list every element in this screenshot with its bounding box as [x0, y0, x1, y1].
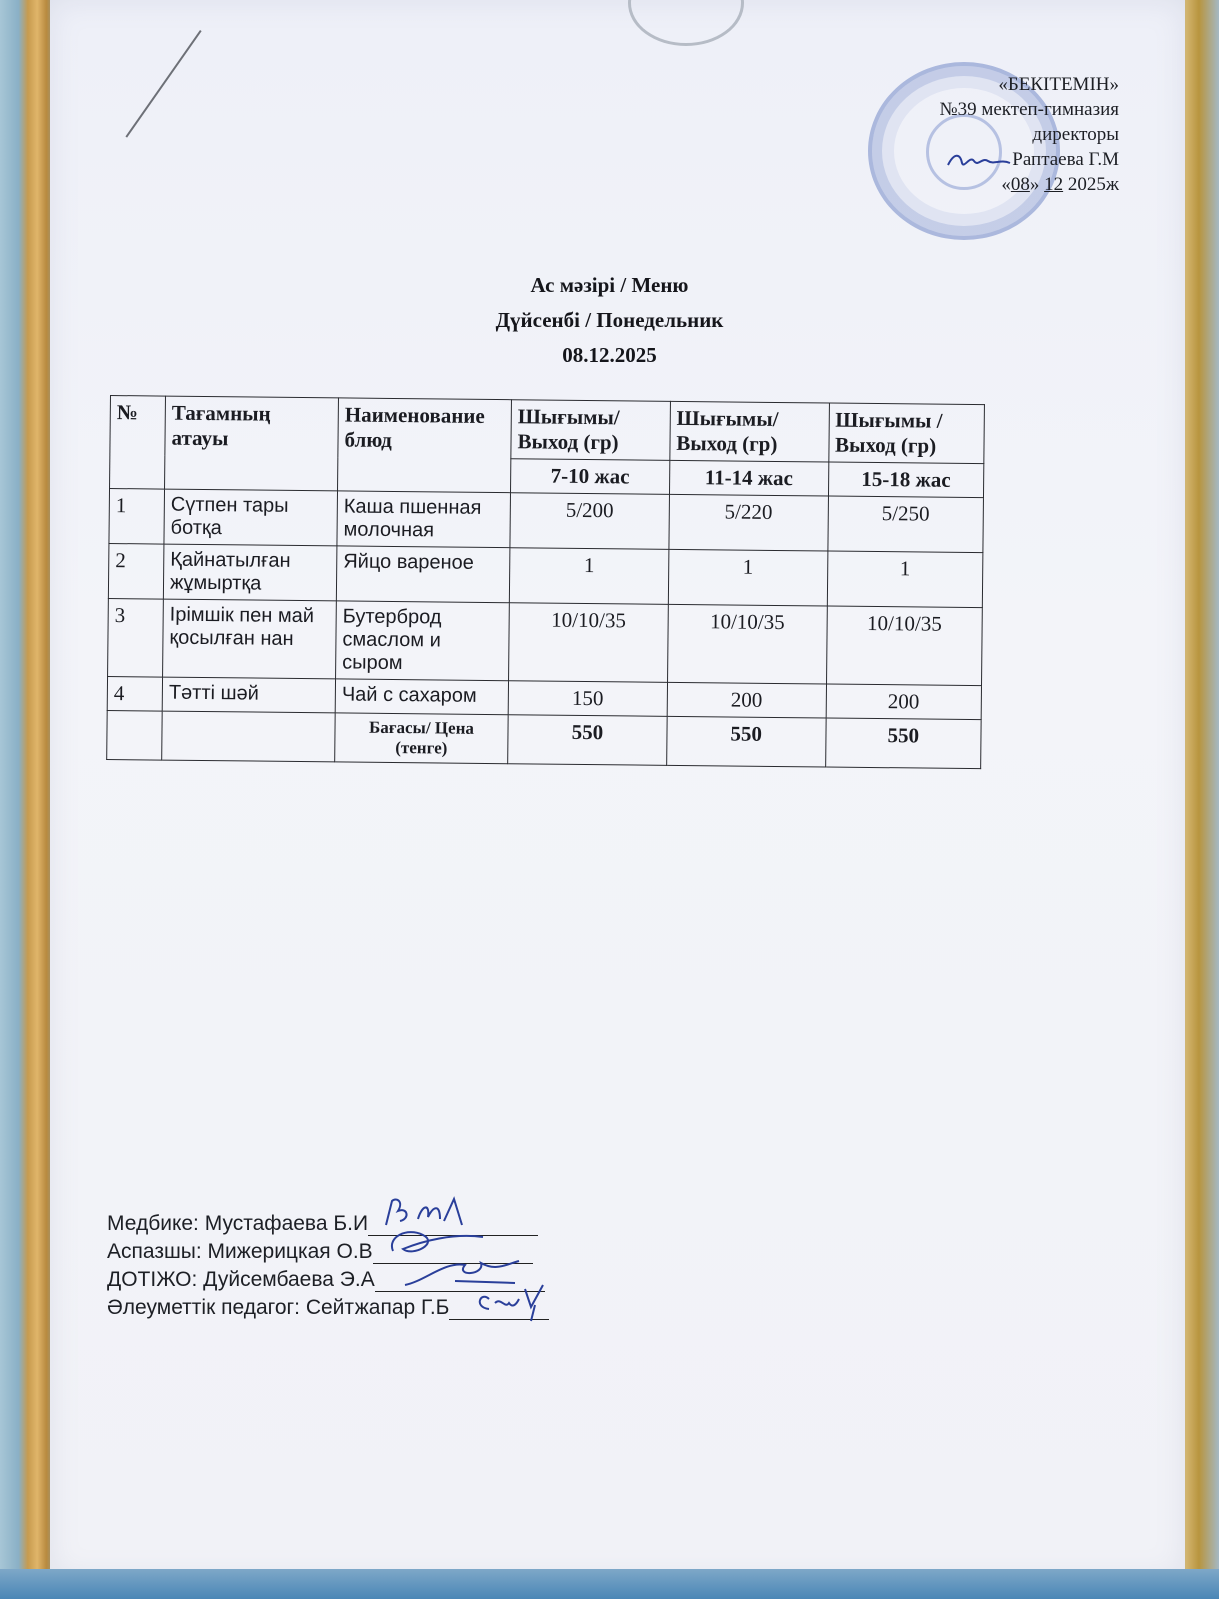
header-ru-name: Наименование блюд	[338, 398, 512, 493]
row-output-2: 10/10/35	[667, 604, 827, 684]
approval-position: директоры	[1032, 124, 1119, 145]
table-price-row	[107, 710, 981, 768]
signature-label: ДОТІЖО: Дуйсембаева Э.А	[107, 1268, 375, 1291]
row-output-1: 1	[509, 548, 668, 605]
row-output-2: 1	[668, 549, 827, 606]
header-output-3: Шығымы /Выход (гр)	[828, 403, 984, 464]
row-ru-name: Яйцо вареное	[336, 546, 510, 603]
row-num: 2	[108, 543, 164, 599]
header-num: №	[110, 396, 166, 490]
row-ru-name: Бутерброд смаслом и сыром	[336, 601, 510, 681]
row-output-1: 150	[508, 681, 667, 717]
menu-table	[106, 395, 985, 769]
header-kz-name: Тағамның атауы	[165, 396, 339, 491]
row-output-3: 200	[826, 684, 982, 720]
approval-name-row	[939, 147, 1119, 172]
signature-label: Аспазшы: Мижерицкая О.В	[107, 1240, 373, 1263]
approval-date: «08» 12 2025ж	[1001, 174, 1119, 195]
signature-row	[107, 1294, 549, 1322]
row-output-3: 10/10/35	[826, 606, 982, 686]
table-row	[108, 598, 983, 685]
header-age-1: 7-10 жас	[510, 459, 669, 495]
header-output-2: Шығымы/ Выход (гр)	[670, 401, 829, 462]
table-row	[108, 543, 983, 607]
row-num: 4	[107, 676, 162, 711]
approval-date-day: 08	[1010, 174, 1030, 195]
menu-day: Дүйсенбі / Понедельник	[495, 308, 724, 332]
row-output-1: 10/10/35	[509, 603, 669, 683]
director-signature	[944, 151, 1012, 171]
row-output-3: 1	[827, 551, 983, 608]
row-kz-name: Қайнатылған жұмыртқа	[163, 544, 337, 601]
row-output-2: 200	[667, 682, 826, 718]
table-row	[109, 489, 984, 553]
row-num: 1	[109, 489, 165, 545]
approval-block	[939, 72, 1119, 197]
signature-label: Әлеуметтік педагог: Сейтжапар Г.Б	[107, 1296, 450, 1319]
table-header-row	[110, 396, 985, 464]
header-age-3: 15-18 жас	[828, 462, 984, 498]
price-1: 550	[508, 715, 667, 766]
price-empty-cell	[107, 710, 163, 760]
price-2: 550	[666, 716, 825, 767]
row-kz-name: Тәтті шәй	[162, 677, 335, 713]
row-output-3: 5/250	[827, 496, 983, 553]
approval-org: №39 мектеп-гимназия	[939, 99, 1119, 120]
header-age-2: 11-14 жас	[669, 460, 828, 496]
approval-name: Раптаева Г.М	[1012, 149, 1119, 170]
menu-date: 08.12.2025	[562, 343, 657, 367]
signatures-block	[107, 1210, 549, 1322]
pencil-scratch	[125, 30, 201, 138]
header-output-1: Шығымы/ Выход (гр)	[511, 400, 670, 461]
approval-heading: «БЕКІТЕМІН»	[998, 74, 1119, 95]
price-empty-cell	[162, 711, 336, 762]
signature-label: Медбике: Мустафаева Б.И	[107, 1212, 369, 1235]
binder-ring	[628, 0, 744, 46]
frame-bottom	[0, 1569, 1219, 1599]
approval-date-month: 12	[1044, 174, 1064, 195]
paper-sheet	[50, 0, 1185, 1578]
row-output-1: 5/200	[510, 493, 669, 550]
price-label: Бағасы/ Цена (тенге)	[335, 713, 509, 764]
row-output-2: 5/220	[669, 494, 828, 551]
row-kz-name: Ірімшік пен май қосылған нан	[163, 599, 337, 679]
menu-title: Ас мәзірі / Меню	[530, 273, 689, 297]
row-ru-name: Каша пшенная молочная	[337, 491, 511, 548]
row-kz-name: Сүтпен тары ботқа	[164, 489, 338, 546]
price-3: 550	[825, 718, 981, 769]
row-num: 3	[108, 598, 164, 677]
approval-date-year: 2025ж	[1067, 174, 1119, 195]
row-ru-name: Чай с сахаром	[335, 679, 508, 715]
handwritten-signature	[449, 1297, 549, 1320]
